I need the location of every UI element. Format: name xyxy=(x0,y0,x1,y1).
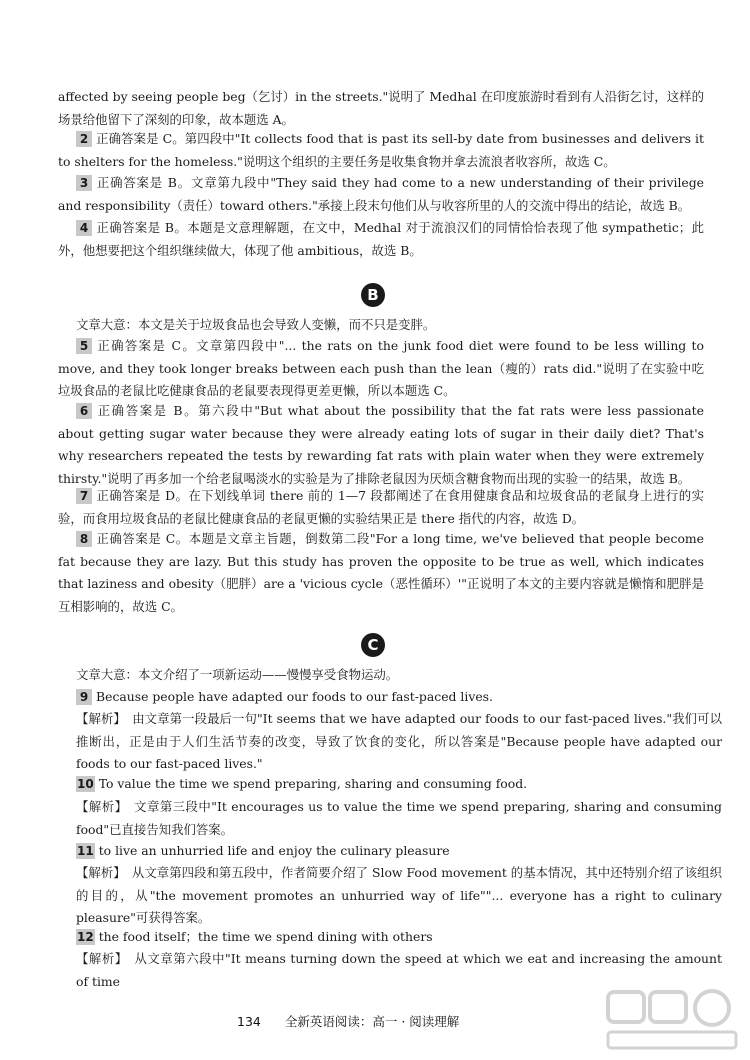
answer-6: 6 正确答案是 B。第六段中"But what about the possibility that the fat rats were less passionate about getting sugar water because they were already eating lots of sugar in their daily diet? That's why researchers repeated the tests by rewarding fat rats with plain water when they were extremely thirsty."说明了再多加一个给老鼠喝淡水的实验是为了排除老鼠因为厌烦含糖食物而出现的实验一的结果，故选 B。 xyxy=(58,403,704,486)
analysis-10: 【解析】 文章第三段中"It encourages us to value the time we spend preparing, sharing and consuming food"已直接告知我们答案。 xyxy=(76,799,722,837)
answer-10: 10 To value the time we spend preparing, sharing and consuming food. xyxy=(77,776,528,791)
question-number: 2 xyxy=(76,131,92,147)
question-number: 11 xyxy=(77,844,94,858)
question-number: 4 xyxy=(76,220,92,236)
question-number: 9 xyxy=(76,689,92,705)
analysis-11: 【解析】 从文章第四段和第五段中，作者简要介绍了 Slow Food movement 的基本情况，其中还特别介绍了该组织的目的，从"the movement promotes an unhurried way of life""... everyone has a right to culinary pleasure"可获得答案。 xyxy=(76,865,722,925)
question-number: 10 xyxy=(77,777,94,791)
answer-11: 11 to live an unhurried life and enjoy the culinary pleasure xyxy=(77,843,450,858)
answer-4: 4 正确答案是 B。本题是文意理解题，在文中，Medhal 对于流浪汉们的同情恰恰表现了他 sympathetic；此外，他想要把这个组织继续做大，体现了他 ambitious，故选 B。 xyxy=(58,220,704,258)
answer-7: 7 正确答案是 D。在下划线单词 there 前的 1—7 段都阐述了在食用健康食品和垃圾食品的老鼠身上进行的实验，而食用垃圾食品的老鼠比健康食品的老鼠更懒的实验结果正是 there 指代的内容，故选 D。 xyxy=(58,488,704,526)
summary-b: 文章大意：本文是关于垃圾食品也会导致人变懒，而不只是变胖。 xyxy=(76,317,436,332)
question-number: 3 xyxy=(76,175,92,191)
answer-2: 2 正确答案是 C。第四段中"It collects food that is past its sell-by date from businesses and delivers it to shelters for the homeless."说明这个组织的主要任务是收集食物并拿去流浪者收容所，故选 C。 xyxy=(58,131,704,169)
answer-3: 3 正确答案是 B。文章第九段中"They said they had come to a new understanding of their privilege and responsibility（责任）toward others."承接上段末句他们从与收容所里的人的交流中得出的结论，故选 B。 xyxy=(58,175,704,213)
question-number: 7 xyxy=(76,488,92,504)
section-c-badge: C xyxy=(361,633,385,657)
answer-12: 12 the food itself；the time we spend dining with others xyxy=(77,929,433,944)
book-title: 全新英语阅读：高一 · 阅读理解 xyxy=(284,1014,460,1029)
watermark-logo xyxy=(604,986,742,1054)
question-number: 12 xyxy=(77,930,94,944)
question-number: 8 xyxy=(76,531,92,547)
question-number: 6 xyxy=(76,403,92,419)
answer-5: 5 正确答案是 C。文章第四段中"... the rats on the junk food diet were found to be less willing to move, and they took longer breaks between each push than the lean（瘦的）rats did."说明了在实验中吃垃圾食品的老鼠比吃健康食品的老鼠要表现得更差更懒，所以本题选 C。 xyxy=(58,338,704,398)
analysis-12: 【解析】 从文章第六段中"It means turning down the speed at which we eat and increasing the amount of time xyxy=(76,951,722,989)
page-number: 134 xyxy=(237,1014,261,1029)
section-b-badge: B xyxy=(361,283,385,307)
paragraph-q1-end: affected by seeing people beg（乞讨）in the streets."说明了 Medhal 在印度旅游时看到有人沿街乞讨，这样的场景给他留下了深刻的印象，故本题选 A。 xyxy=(58,89,704,127)
answer-8: 8 正确答案是 C。本题是文章主旨题，倒数第二段"For a long time, we've believed that people become fat because they are lazy. But this study has proven the opposite to be true as well, which indicates that laziness and obesity（肥胖）are a 'vicious cycle（恶性循环）'"正说明了本文的主要内容就是懒惰和肥胖是互相影响的，故选 C。 xyxy=(58,531,704,614)
summary-c: 文章大意：本文介绍了一项新运动——慢慢享受食物运动。 xyxy=(76,667,399,682)
question-number: 5 xyxy=(76,338,92,354)
analysis-9: 【解析】 由文章第一段最后一句"It seems that we have adapted our foods to our fast-paced lives."我们可以推断出，正是由于人们生活节奏的改变，导致了饮食的变化，所以答案是"Because people have adapted our foods to our fast-paced lives." xyxy=(76,711,722,771)
answer-9: 9 Because people have adapted our foods to our fast-paced lives. xyxy=(58,686,704,709)
page-footer xyxy=(237,1012,459,1030)
